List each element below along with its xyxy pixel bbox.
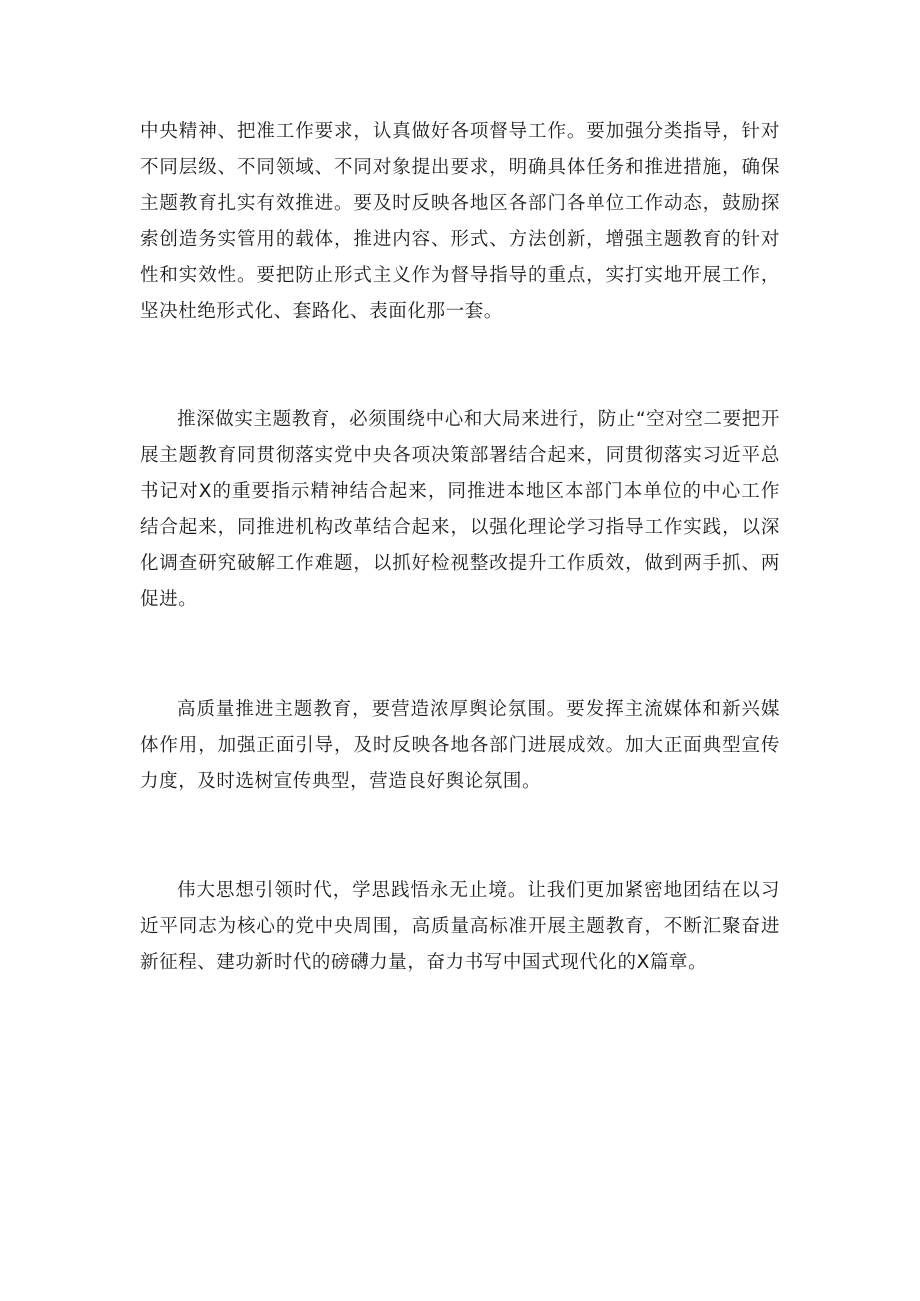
paragraph-4: 伟大思想引领时代，学思践悟永无止境。让我们更加紧密地团结在以习近平同志为核心的党中央周围，高质量高标准开展主题教育，不断汇聚奋进新征程、建功新时代的磅礴力量，奋力书写中国式现代化的X篇章。 <box>140 880 780 973</box>
document-body <box>140 114 780 981</box>
paragraph-2: 推深做实主题教育，必须围绕中心和大局来进行，防止“空对空二要把开展主题教育同贯彻落实党中央各项决策部署结合起来，同贯彻落实习近平总书记对X的重要指示精神结合起来，同推进本地区本部门本单位的中心工作结合起来，同推进机构改革结合起来，以强化理论学习指导工作实践，以深化调查研究破解工作难题，以抓好检视整改提升工作质效，做到两手抓、两促进。 <box>140 409 780 610</box>
paragraph-3: 高质量推进主题教育，要营造浓厚舆论氛围。要发挥主流媒体和新兴媒体作用，加强正面引导，及时反映各地各部门进展成效。加大正面典型宣传力度，及时选树宣传典型，营造良好舆论氛围。 <box>140 699 780 792</box>
paragraph-1: 中央精神、把准工作要求，认真做好各项督导工作。要加强分类指导，针对不同层级、不同领域、不同对象提出要求，明确具体任务和推进措施，确保主题教育扎实有效推进。要及时反映各地区各部门各单位工作动态，鼓励探索创造务实管用的载体，推进内容、形式、方法创新，增强主题教育的针对性和实效性。要把防止形式主义作为督导指导的重点，实打实地开展工作，坚决杜绝形式化、套路化、表面化那一套。 <box>140 121 780 322</box>
